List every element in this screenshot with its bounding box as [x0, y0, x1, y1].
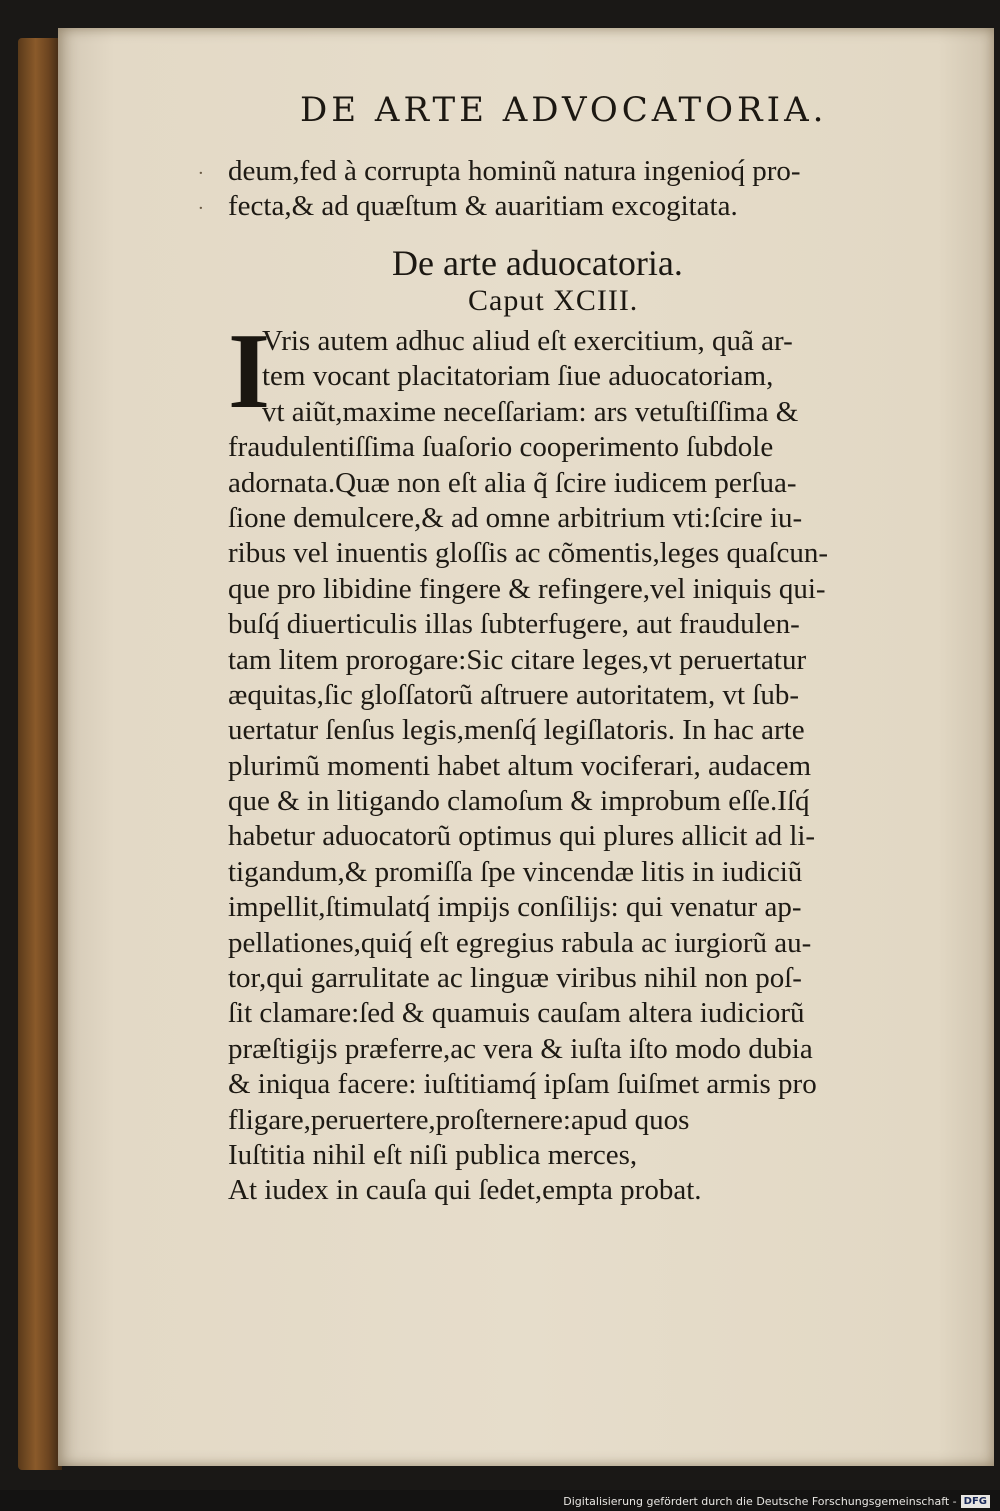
- text-line: tam litem prorogare:Sic citare leges,vt peruertatur: [228, 643, 807, 676]
- text-line: pellationes,quiq́ eſt egregius rabula ac iurgiorũ au-: [228, 926, 812, 959]
- text-line: uertatur ſenſus legis,menſq́ legiſlatoris. In hac arte: [228, 714, 805, 747]
- text-line: tigandum,& promiſſa ſpe vincendæ litis in iudiciũ: [228, 855, 803, 888]
- text-line: buſq́ diuerticulis illas ſubterfugere, aut fraudulen-: [228, 608, 800, 641]
- text-line: æquitas,ſic gloſſatorũ aſtruere autoritatem, vt ſub-: [228, 678, 799, 711]
- carry-over-text: [228, 154, 928, 224]
- chapter-subtitle: Caput XCIII.: [468, 284, 639, 317]
- text-line: Iuſtitia nihil eſt niſi publica merces,: [228, 1138, 638, 1171]
- running-head: DE ARTE ADVOCATORIA.: [300, 90, 828, 130]
- text-line: & iniqua facere: iuſtitiamq́ ipſam ſuiſmet armis pro: [228, 1068, 817, 1101]
- book-edge: [18, 38, 62, 1470]
- dfg-logo: DFG: [961, 1495, 990, 1508]
- text-line: fecta,& ad quæſtum & auaritiam excogitata.: [228, 190, 738, 222]
- text-line: plurimũ momenti habet altum vociferari, audacem: [228, 749, 812, 782]
- text-line: vt aiũt,maxime neceſſariam: ars vetuſtiſſima &: [262, 395, 799, 428]
- text-line: deum,fed à corrupta hominũ natura ingenioq́ pro-: [228, 155, 801, 187]
- text-line: impellit,ſtimulatq́ impijs conſilijs: qui venatur ap-: [228, 891, 802, 924]
- digitization-footer: [563, 1495, 990, 1508]
- text-line: tor,qui garrulitate ac linguæ viribus nihil non poſ-: [228, 962, 802, 995]
- text-line: fraudulentiſſima ſuaſorio cooperimento ſubdole: [228, 431, 774, 464]
- drop-initial: I: [228, 312, 271, 431]
- chapter-title: De arte aduocatoria.: [392, 243, 683, 283]
- text-line: At iudex in cauſa qui ſedet,empta probat.: [228, 1174, 702, 1207]
- margin-mark: ·: [198, 198, 204, 219]
- margin-mark: ·: [198, 163, 204, 184]
- text-line: que & in litigando clamoſum & improbum eſſe.Iſq́: [228, 785, 810, 818]
- text-line: tem vocant placitatoriam ſiue aduocatoriam,: [262, 360, 774, 393]
- text-line: adornata.Quæ non eſt alia q̃ ſcire iudicem perſua-: [228, 466, 797, 499]
- text-line: Vris autem adhuc aliud eſt exercitium, quã ar-: [262, 325, 793, 357]
- chapter-body: [228, 312, 928, 1209]
- text-line: ſione demulcere,& ad omne arbitrium vti:ſcire iu-: [228, 501, 803, 534]
- text-line: ribus vel inuentis gloſſis ac cõmentis,leges quaſcun-: [228, 537, 829, 570]
- footer-text: Digitalisierung gefördert durch die Deutsche Forschungsgemeinschaft -: [563, 1495, 957, 1508]
- text-line: que pro libidine fingere & refingere,vel iniquis qui-: [228, 572, 826, 605]
- text-line: fligare,peruertere,proſternere:apud quos: [228, 1103, 690, 1136]
- text-line: præſtigijs præferre,ac vera & iuſta iſto modo dubia: [228, 1032, 813, 1065]
- text-line: ſit clamare:ſed & quamuis cauſam altera iudiciorũ: [228, 997, 805, 1030]
- text-line: habetur aduocatorũ optimus qui plures allicit ad li-: [228, 820, 816, 853]
